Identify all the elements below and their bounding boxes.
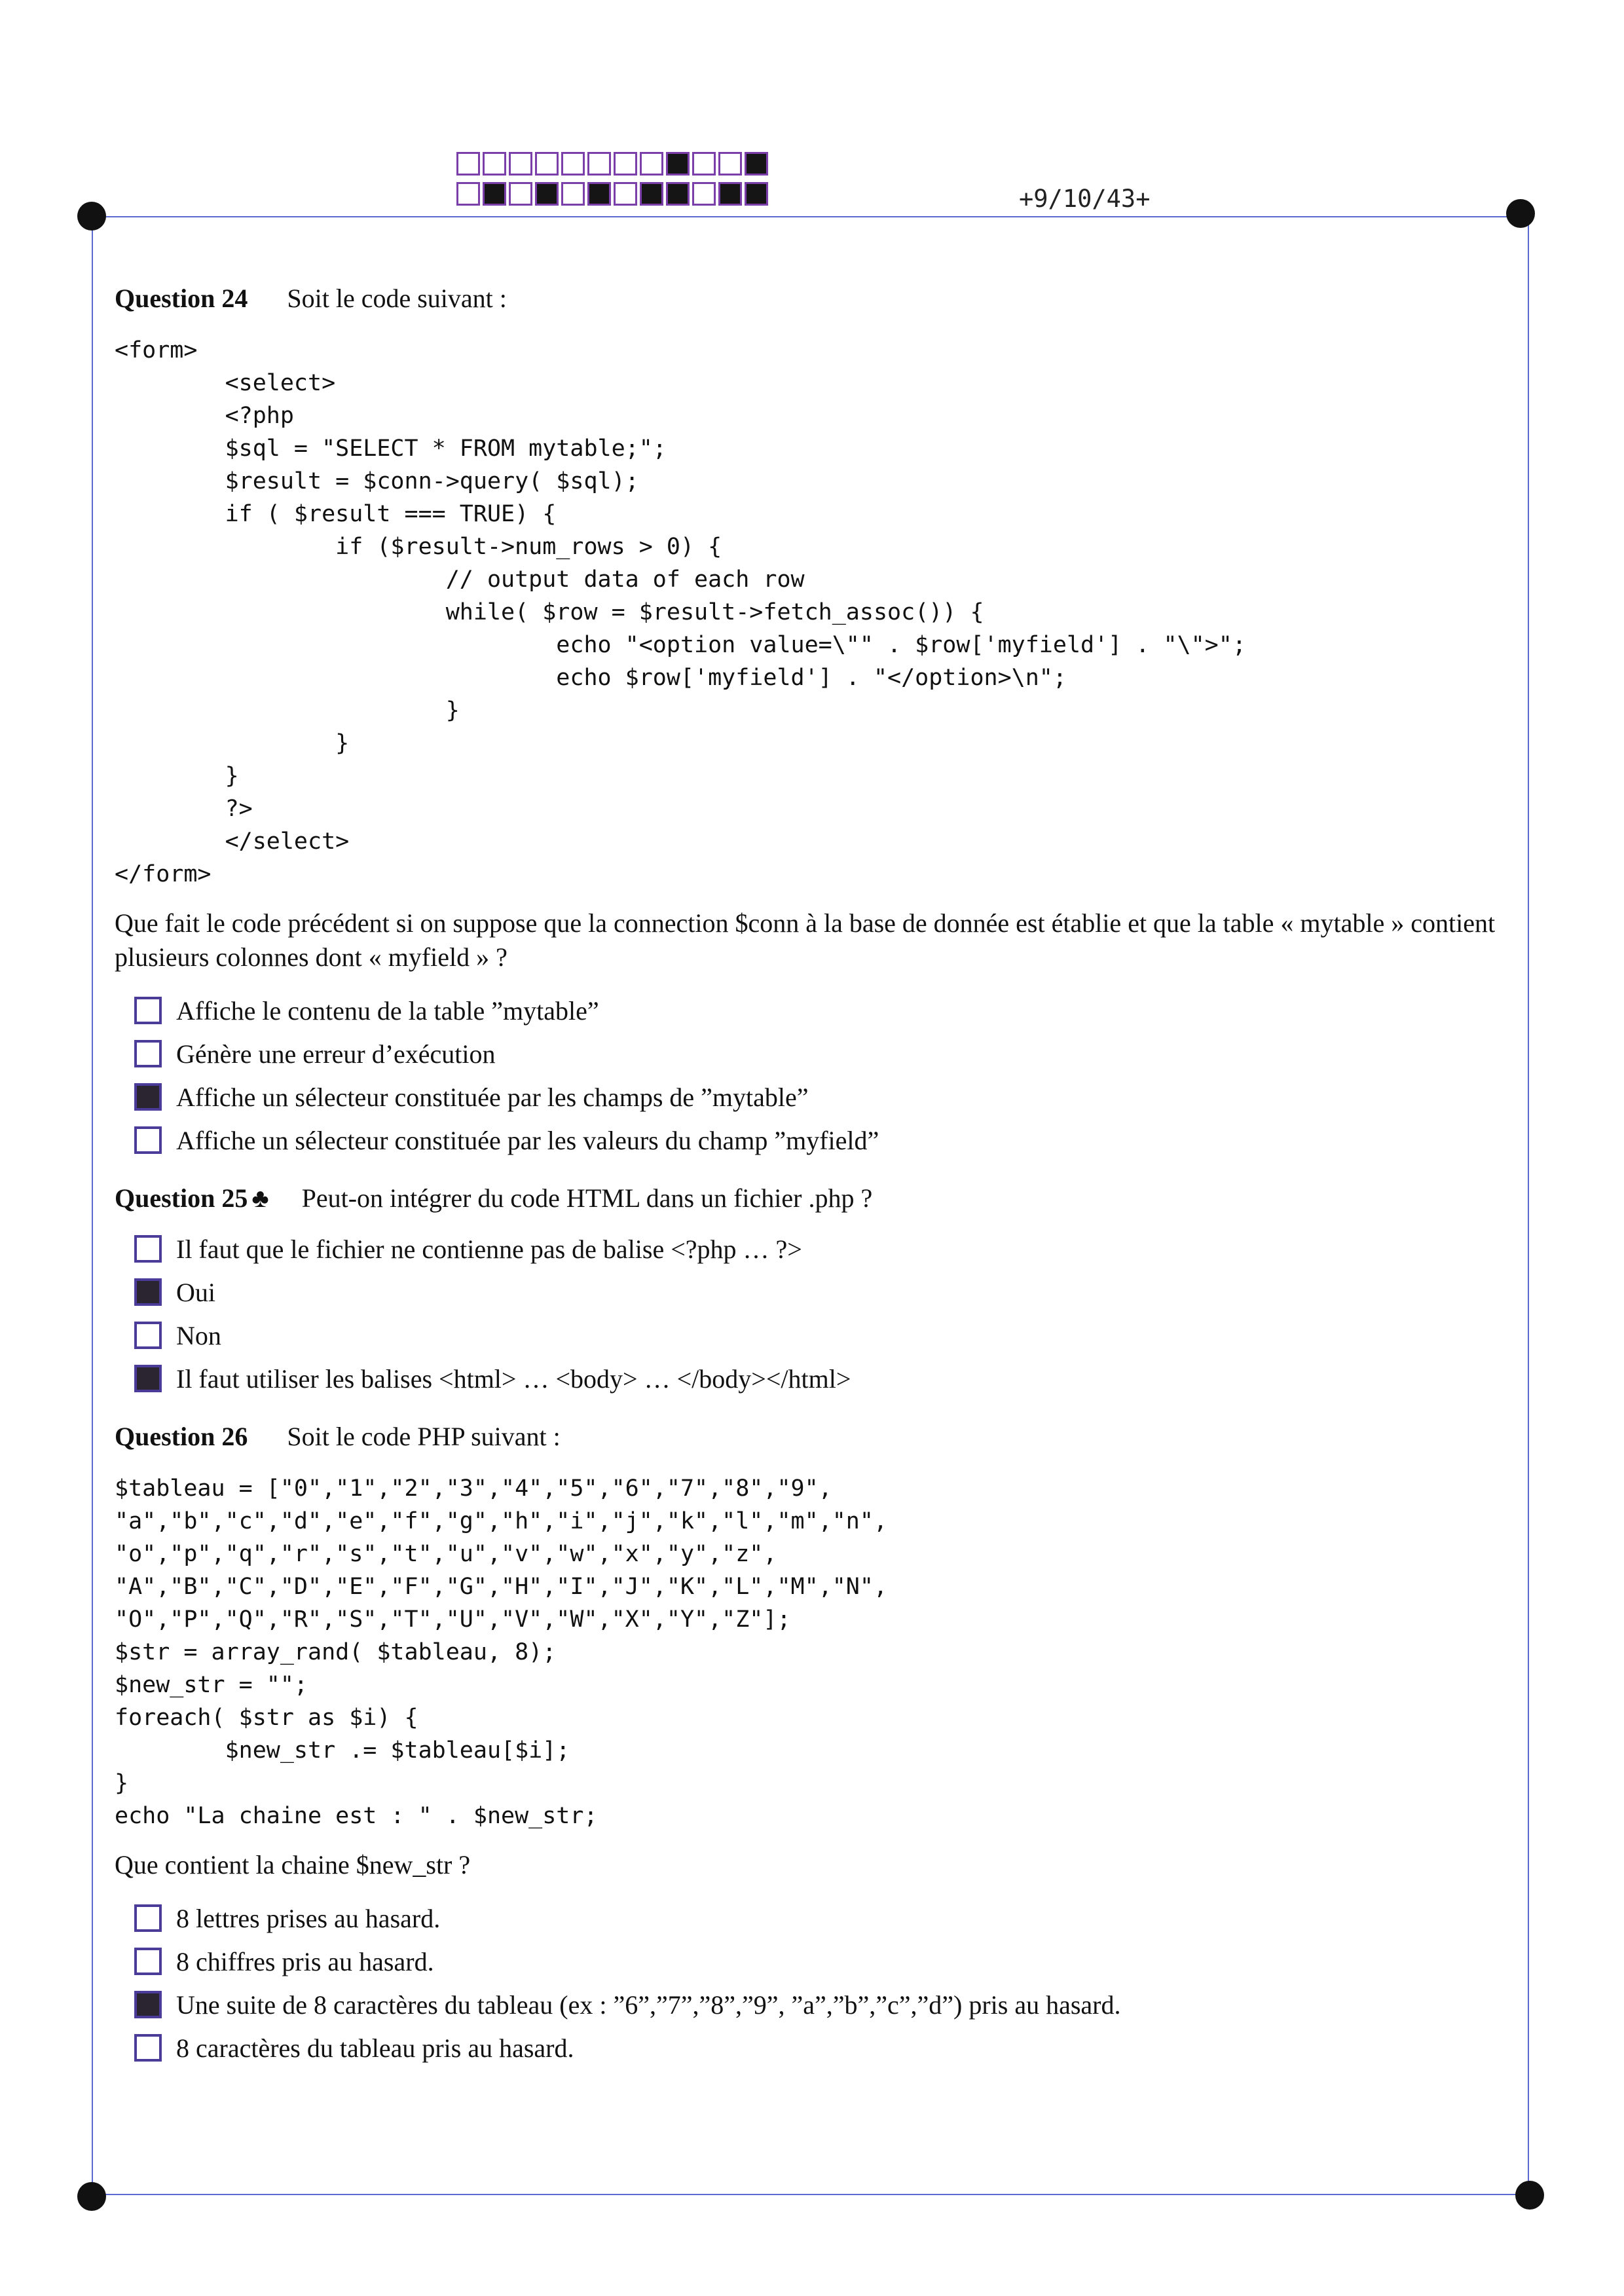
code-grid-cell: [561, 182, 585, 206]
page-identifier: +9/10/43+: [1019, 185, 1151, 213]
corner-marker-top-left: [77, 202, 106, 231]
question-prompt: Que fait le code précédent si on suppose que la connection $conn à la base de donnée est établie et que la table « mytable » contient plusieurs colonnes dont « myfield » ?: [115, 908, 1496, 972]
answer-option[interactable]: [134, 1897, 1509, 1940]
answer-list: [134, 989, 1509, 1162]
code-grid-cell: [509, 182, 532, 206]
code-grid-cell: [640, 182, 663, 206]
code-grid-cell: [483, 152, 506, 176]
code-grid-cell: [535, 182, 559, 206]
corner-marker-bottom-right: [1515, 2181, 1544, 2210]
answer-text: 8 lettres prises au hasard.: [176, 1903, 441, 1933]
answer-option[interactable]: [134, 1940, 1509, 1983]
answer-option[interactable]: [134, 1032, 1509, 1075]
answer-option[interactable]: [134, 1314, 1509, 1357]
answer-text: Affiche un sélecteur constituée par les champs de ”mytable”: [176, 1082, 809, 1112]
code-grid-cell: [692, 182, 716, 206]
code-grid-cell: [456, 152, 480, 176]
checkbox-icon[interactable]: [134, 1040, 162, 1067]
answer-text: Affiche le contenu de la table ”mytable”: [176, 995, 599, 1026]
answer-text: Une suite de 8 caractères du tableau (ex : ”6”,”7”,”8”,”9”, ”a”,”b”,”c”,”d”) pris au hasard.: [176, 1990, 1121, 2020]
checkbox-icon[interactable]: [134, 2034, 162, 2062]
code-grid-cell: [745, 152, 768, 176]
code-grid-cell: [718, 152, 742, 176]
checked-box-icon[interactable]: [134, 1083, 162, 1111]
code-grid-cell: [614, 182, 637, 206]
question-number: Question 26: [115, 1422, 248, 1451]
code-grid-cell: [666, 152, 690, 176]
code-grid-row: [456, 152, 771, 178]
answer-option[interactable]: [134, 1227, 1509, 1270]
question-block: [115, 1420, 1509, 2069]
code-grid-cell: [535, 152, 559, 176]
corner-marker-bottom-left: [77, 2182, 106, 2211]
checked-box-icon[interactable]: [134, 1991, 162, 2018]
checked-box-icon[interactable]: [134, 1365, 162, 1392]
code-grid-cell: [587, 152, 611, 176]
answer-option[interactable]: [134, 1075, 1509, 1119]
question-block: [115, 282, 1509, 1162]
code-grid-cell: [587, 182, 611, 206]
answer-text: 8 chiffres pris au hasard.: [176, 1946, 434, 1976]
answer-option[interactable]: [134, 1119, 1509, 1162]
questions-container: [115, 282, 1509, 2089]
checkbox-icon[interactable]: [134, 1235, 162, 1263]
answer-list: [134, 1227, 1509, 1400]
corner-marker-top-right: [1506, 199, 1535, 228]
question-heading: [115, 1181, 1509, 1215]
checkbox-icon[interactable]: [134, 1126, 162, 1154]
code-listing: $tableau = ["0","1","2","3","4","5","6","7","8","9", "a","b","c","d","e","f","g","h","i","j","k","l","m","n", "o","p","q","r","s","t","u","v","w","x","y","z", "A","B","C","D","E","F","G","H","I","J","K","L","M","N", "O","P","Q","R","S","T","U","V","W","X","Y","Z"]; $str = array_rand( $tableau, 8); $new_str = ""; foreach( $str as $i) { $new_str .= $tableau[$i]; } echo "La chaine est : " . $new_str;: [115, 1475, 888, 1829]
answer-text: 8 caractères du tableau pris au hasard.: [176, 2033, 574, 2063]
answer-option[interactable]: [134, 2026, 1509, 2069]
club-icon: ♣: [251, 1183, 269, 1213]
answer-list: [134, 1897, 1509, 2069]
code-grid-row: [456, 182, 771, 208]
answer-text: Oui: [176, 1277, 215, 1307]
answer-text: Affiche un sélecteur constituée par les valeurs du champ ”myfield”: [176, 1125, 879, 1155]
question-title: Peut-on intégrer du code HTML dans un fichier .php ?: [301, 1183, 873, 1213]
answer-text: Il faut utiliser les balises <html> … <body> … </body></html>: [176, 1363, 851, 1394]
answer-option[interactable]: [134, 1357, 1509, 1400]
answer-text: Non: [176, 1320, 221, 1350]
code-grid-cell: [561, 152, 585, 176]
code-grid-cell: [509, 152, 532, 176]
checked-box-icon[interactable]: [134, 1278, 162, 1306]
checkbox-icon[interactable]: [134, 1948, 162, 1975]
answer-text: Génère une erreur d’exécution: [176, 1039, 496, 1069]
question-number: Question 25: [115, 1183, 248, 1213]
question-heading: [115, 1420, 1509, 1454]
code-grid-cell: [483, 182, 506, 206]
code-grid-cell: [640, 152, 663, 176]
question-number: Question 24: [115, 284, 248, 313]
code-grid-cell: [718, 182, 742, 206]
code-grid-cell: [456, 182, 480, 206]
code-grid-cell: [666, 182, 690, 206]
student-id-code-grid: [456, 152, 771, 212]
answer-text: Il faut que le fichier ne contienne pas de balise <?php … ?>: [176, 1234, 802, 1264]
checkbox-icon[interactable]: [134, 997, 162, 1024]
answer-option[interactable]: [134, 1983, 1509, 2026]
question-block: [115, 1181, 1509, 1400]
code-listing: <form> <select> <?php $sql = "SELECT * FROM mytable;"; $result = $conn->query( $sql); if ( $result === TRUE) { if ($result->num_rows > 0) { // output data of each row while( $row = $result->fetch_assoc()) { echo "<option value=\"" . $row['myfield'] . "\">"; echo $row['myfield'] . "</option>\n"; } } } ?> </select> </form>: [115, 337, 1246, 887]
question-title: Soit le code PHP suivant :: [287, 1422, 561, 1451]
answer-option[interactable]: [134, 1270, 1509, 1314]
code-grid-cell: [614, 152, 637, 176]
question-title: Soit le code suivant :: [287, 284, 507, 313]
code-grid-cell: [745, 182, 768, 206]
answer-option[interactable]: [134, 989, 1509, 1032]
question-heading: [115, 282, 1509, 316]
code-grid-cell: [692, 152, 716, 176]
checkbox-icon[interactable]: [134, 1904, 162, 1932]
checkbox-icon[interactable]: [134, 1322, 162, 1349]
question-prompt: Que contient la chaine $new_str ?: [115, 1850, 471, 1879]
